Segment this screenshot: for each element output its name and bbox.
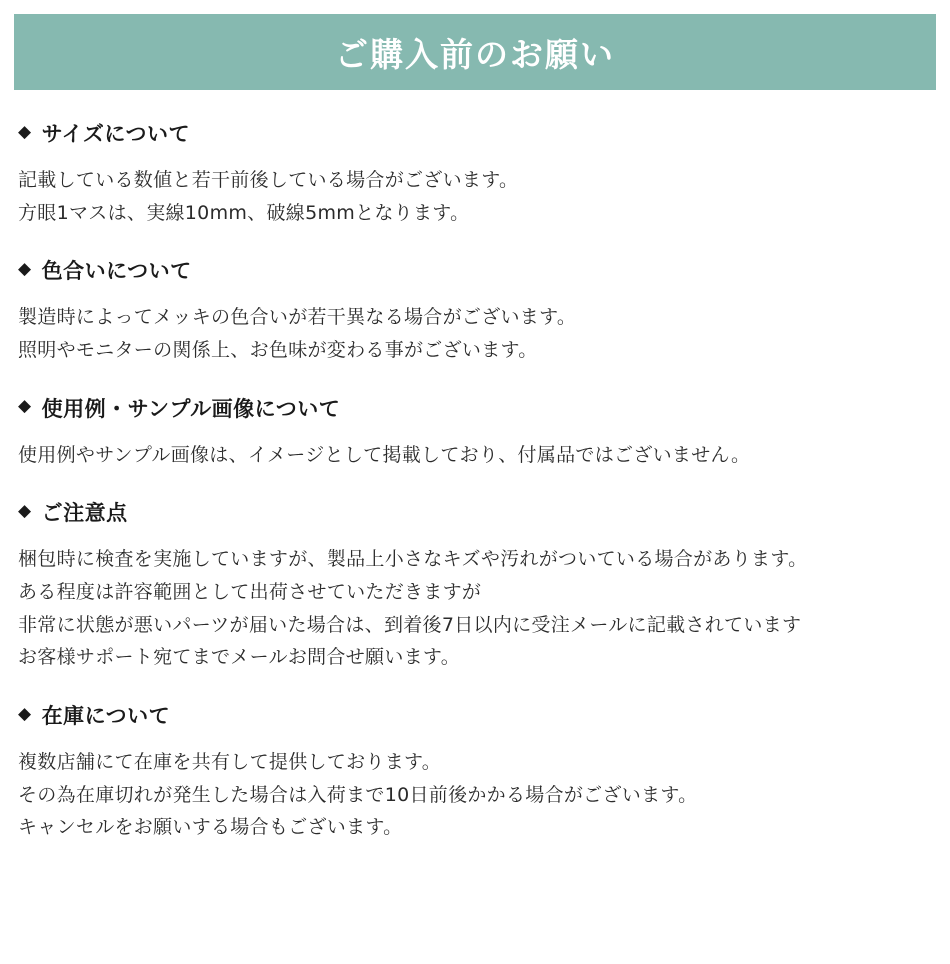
body-line: ある程度は許容範囲として出荷させていただきますが bbox=[18, 581, 482, 604]
body-line: 梱包時に検査を実施していますが、製品上小さなキズや汚れがついている場合があります。 bbox=[18, 548, 808, 571]
section-heading bbox=[18, 118, 932, 148]
notice-section-cautions bbox=[18, 497, 932, 674]
section-body bbox=[18, 439, 932, 472]
section-heading-label: サイズについて bbox=[41, 122, 190, 146]
body-line: 非常に状態が悪いパーツが届いた場合は、到着後7日以内に受注メールに記載されています bbox=[18, 613, 802, 636]
diamond-bullet-icon: ◆ bbox=[18, 500, 32, 521]
section-heading-label: ご注意点 bbox=[41, 501, 128, 526]
section-heading bbox=[18, 255, 932, 285]
body-line: 方眼1マスは、実線10mm、破線5mmとなります。 bbox=[18, 201, 470, 224]
body-line: 複数店舗にて在庫を共有して提供しております。 bbox=[18, 751, 442, 774]
section-heading bbox=[18, 393, 932, 423]
body-line: 記載している数値と若干前後している場合がございます。 bbox=[18, 169, 519, 191]
diamond-bullet-icon: ◆ bbox=[18, 121, 32, 142]
diamond-bullet-icon: ◆ bbox=[18, 703, 32, 724]
section-heading-label: 色合いについて bbox=[41, 259, 192, 284]
diamond-bullet-icon: ◆ bbox=[18, 396, 32, 417]
body-line: その為在庫切れが発生した場合は入荷まで10日前後かかる場合がございます。 bbox=[18, 783, 698, 806]
section-heading-label: 使用例・サンプル画像について bbox=[41, 396, 341, 421]
section-heading bbox=[18, 497, 932, 527]
body-line: キャンセルをお願いする場合もございます。 bbox=[18, 816, 403, 839]
notice-section-size bbox=[18, 118, 932, 229]
notice-page bbox=[0, 14, 950, 964]
notice-section-stock bbox=[18, 700, 932, 844]
notice-section-color bbox=[18, 255, 932, 366]
page-title: ご購入前のお願い bbox=[335, 34, 615, 74]
page-banner bbox=[14, 14, 936, 90]
section-body bbox=[18, 746, 932, 844]
notice-section-sample-image bbox=[18, 393, 932, 472]
diamond-bullet-icon: ◆ bbox=[18, 258, 32, 279]
section-heading-label: 在庫について bbox=[41, 704, 171, 729]
section-body bbox=[18, 543, 932, 674]
section-heading bbox=[18, 700, 932, 730]
notice-content bbox=[14, 118, 936, 844]
section-body bbox=[18, 301, 932, 366]
body-line: 使用例やサンプル画像は、イメージとして掲載しており、付属品ではございません。 bbox=[18, 443, 751, 466]
body-line: 照明やモニターの関係上、お色味が変わる事がございます。 bbox=[18, 339, 538, 362]
section-body bbox=[18, 164, 932, 229]
body-line: お客様サポート宛てまでメールお問合せ願います。 bbox=[18, 646, 461, 669]
body-line: 製造時によってメッキの色合いが若干異なる場合がございます。 bbox=[18, 306, 577, 329]
